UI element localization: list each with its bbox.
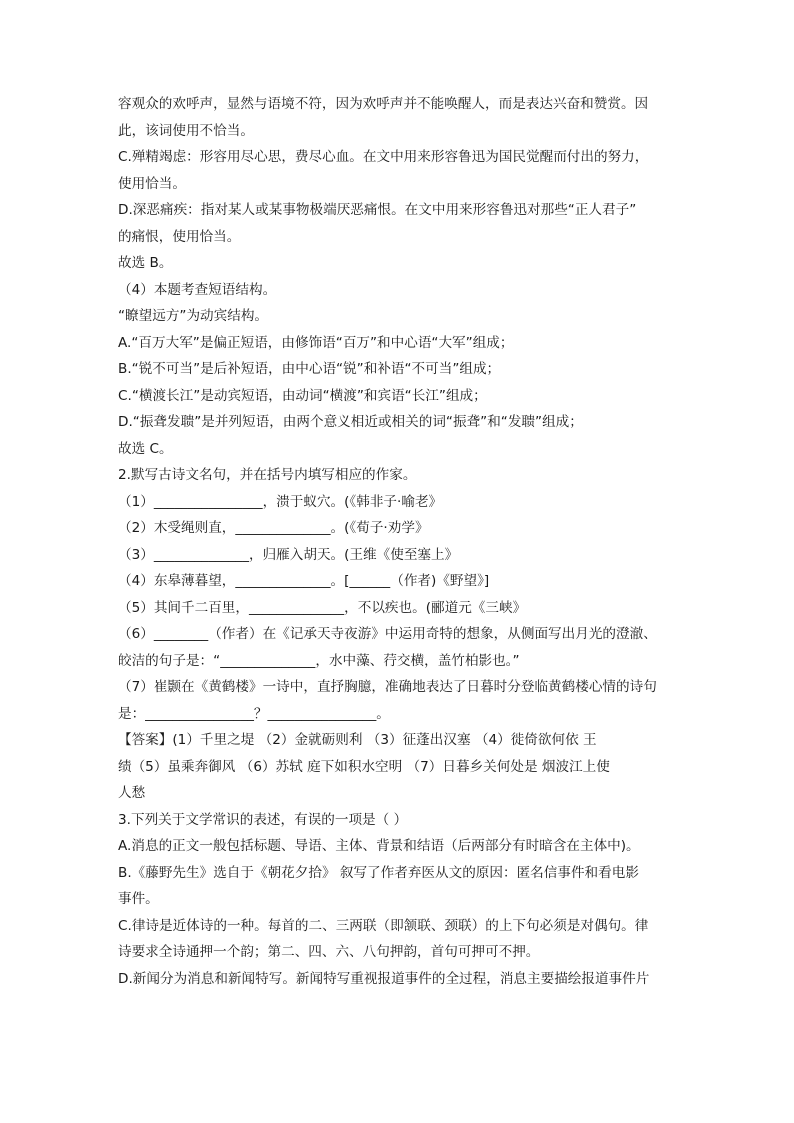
text-line: 容观众的欢呼声，显然与语境不符，因为欢呼声并不能唤醒人，而是表达兴奋和赞赏。因 — [118, 96, 649, 112]
blank-item-7: （7）崔颢在《黄鹤楼》一诗中，直抒胸臆，准确地表达了日暮时分登临黄鹤楼心情的诗句 — [118, 679, 657, 695]
text-line: 绩（5）虽乘奔御风 （6）苏轼 庭下如积水空明 （7）日暮乡关何处是 烟波江上使 — [118, 758, 610, 775]
option-d-explanation: D.深恶痛疾：指对某人或某事物极端厌恶痛恨。在文中用来形容鲁迅对那些“正人君子” — [118, 202, 637, 218]
blank-item-6: （6）________（作者）在《记承天寺夜游》中运用奇特的想象，从侧面写出月光的澄澈、 — [118, 626, 657, 642]
blank-item-2: （2）木受绳则直，______________。(《荀子·劝学》 — [118, 520, 429, 536]
option-b: B.“锐不可当”是后补短语，由中心语“锐”和补语“不可当”组成； — [118, 361, 501, 377]
text-line: 此，该词使用不恰当。 — [118, 122, 254, 139]
option-c: C.律诗是近体诗的一种。每首的二、三两联（即颔联、颈联）的上下句必须是对偶句。律 — [118, 917, 649, 934]
answer-block: 【答案】(1）千里之堤 （2）金就砺则利 （3）征蓬出汉塞 （4）徙倚欲何依 王 — [118, 732, 597, 748]
text-line: “瞭望远方”为动宾结构。 — [118, 308, 269, 324]
option-a: A.消息的正文一般包括标题、导语、主体、背景和结语（后两部分有时暗含在主体中)。 — [118, 838, 640, 854]
blank-item-3: （3）______________，归雁入胡天。(王维《使至塞上》 — [118, 546, 459, 563]
question-3-title: 3.下列关于文学常识的表述，有误的一项是（ ） — [118, 811, 408, 828]
answer-choice: 故选 C。 — [118, 440, 173, 457]
text-line: 是：________________？________________。 — [118, 705, 390, 722]
blank-item-1: （1）________________，溃于蚁穴。(《韩非子·喻老》 — [118, 493, 443, 510]
text-line: 事件。 — [118, 891, 159, 907]
text-line: 人愁 — [118, 785, 146, 801]
blank-item-5: （5）其间千二百里，______________，不以疾也。(郦道元《三峡》 — [118, 599, 527, 616]
question-2-title: 2.默写古诗文名句，并在括号内填写相应的作家。 — [118, 467, 417, 483]
answer-choice: 故选 B。 — [118, 255, 173, 271]
option-a: A.“百万大军”是偏正短语，由修饰语“百万”和中心语“大军”组成； — [118, 334, 514, 351]
text-line: 皎洁的句子是：“______________，水中藻、荇交横，盖竹柏影也。” — [118, 652, 520, 669]
sub-question-heading: （4）本题考查短语结构。 — [118, 281, 277, 298]
option-d: D.“振聋发聩”是并列短语，由两个意义相近或相关的词“振聋”和“发聩”组成； — [118, 414, 583, 430]
text-line: 诗要求全诗通押一个韵；第二、四、六、八句押韵，首句可押可不押。 — [118, 944, 540, 960]
option-b: B.《藤野先生》选自于《朝花夕拾》 叙写了作者弃医从文的原因：匿名信事件和看电影 — [118, 864, 639, 881]
text-line: 使用恰当。 — [118, 175, 186, 192]
blank-item-4: （4）东皋薄暮望，______________。[______（作者)《野望》] — [118, 573, 490, 589]
option-c-explanation: C.殚精竭虑：形容用尽心思，费尽心血。在文中用来形容鲁迅为国民觉醒而付出的努力， — [118, 149, 649, 165]
option-c: C.“横渡长江”是动宾短语，由动词“横渡”和宾语“长江”组成； — [118, 387, 487, 404]
document-page — [118, 91, 688, 992]
text-line: 的痛恨，使用恰当。 — [118, 228, 241, 245]
option-d: D.新闻分为消息和新闻特写。新闻特写重视报道事件的全过程，消息主要描绘报道事件片 — [118, 970, 650, 987]
